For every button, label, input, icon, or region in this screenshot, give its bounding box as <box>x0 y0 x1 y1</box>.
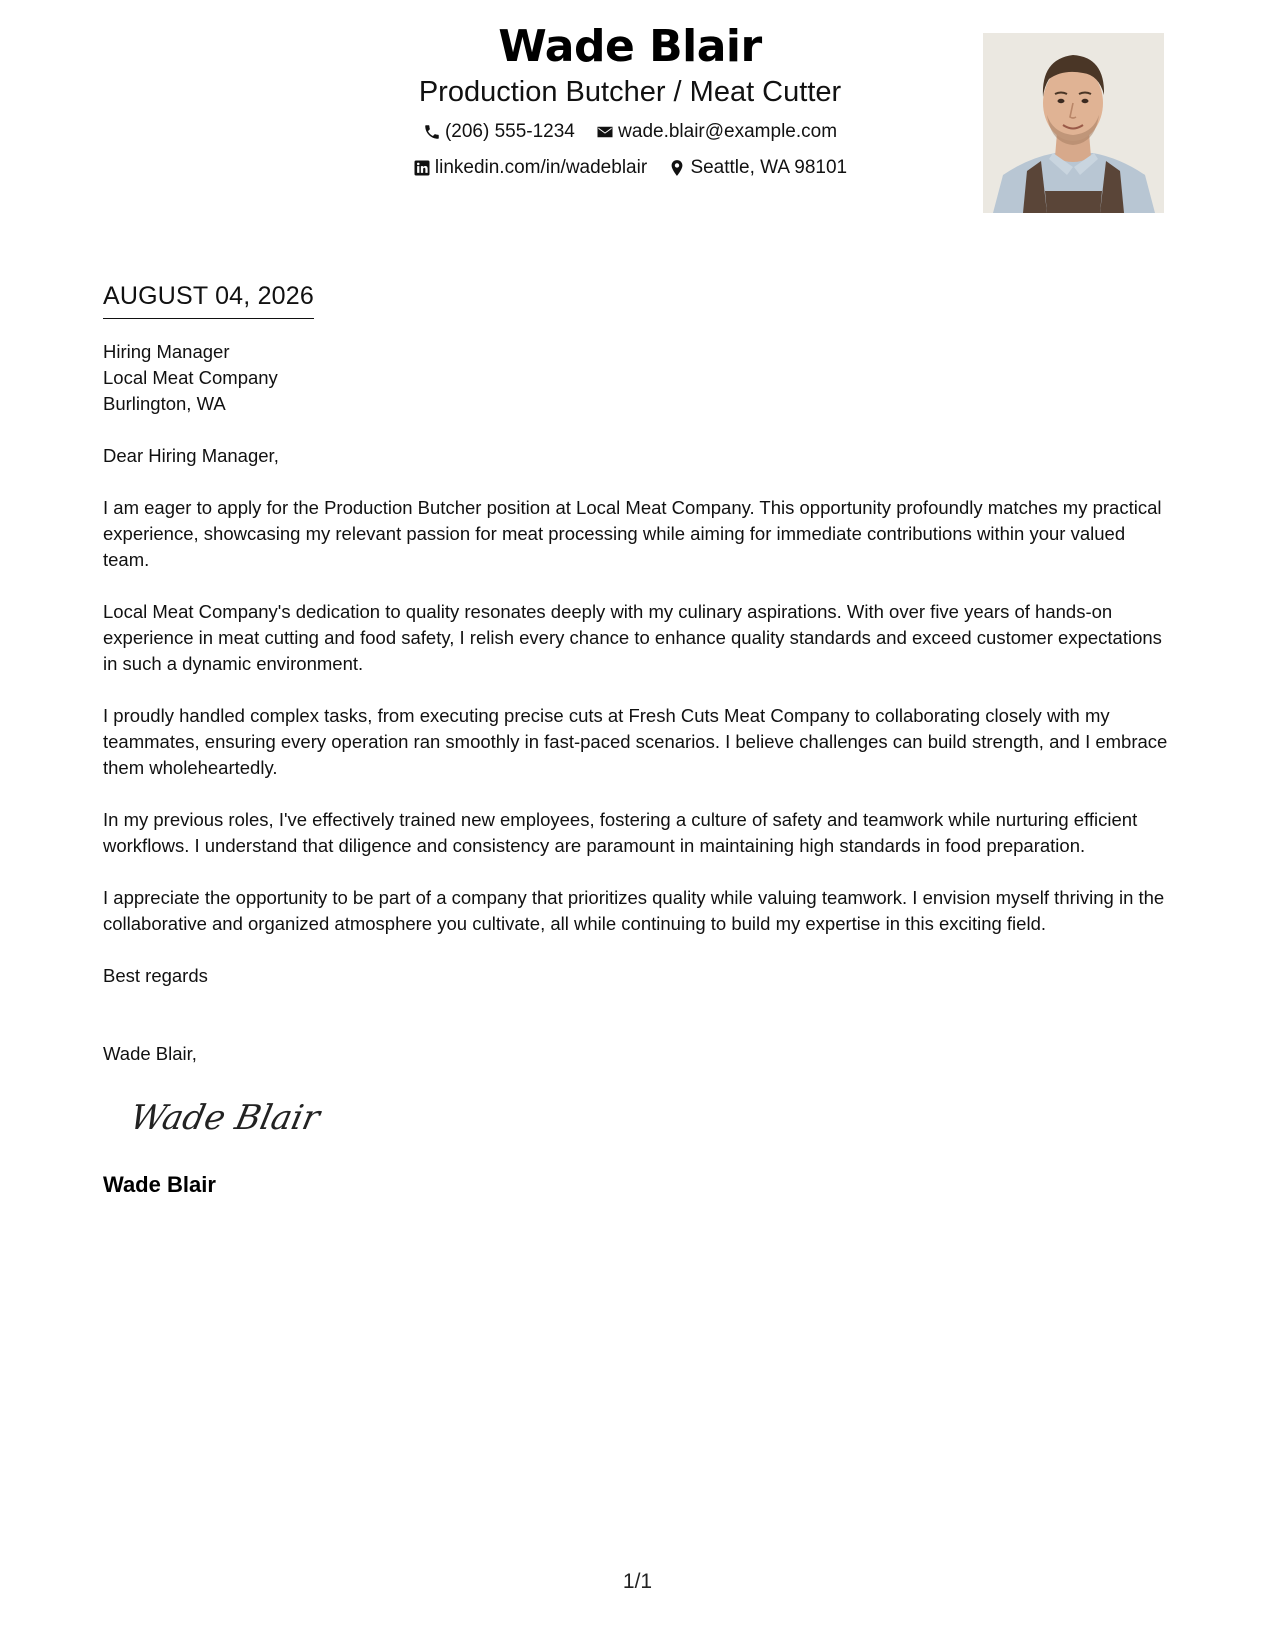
closing: Best regards <box>103 965 208 986</box>
body-paragraph: Local Meat Company's dedication to quality resonates deeply with my culinary aspirations. With over five years of hands-on experience in meat cutting and food safety, I relish every chance to enhance quality standards and exceed customer expectations in such a dynamic environment. <box>103 601 1162 674</box>
body-paragraph: In my previous roles, I've effectively trained new employees, fostering a culture of safety and teamwork while nurturing efficient workflows. I understand that diligence and consistency are paramount in maintaining high standards in food preparation. <box>103 809 1138 856</box>
body-paragraph: I appreciate the opportunity to be part of a company that prioritizes quality while valuing teamwork. I envision myself thriving in the collaborative and organized atmosphere you cultivate, all while continuing to build my expertise in this exciting field. <box>103 887 1165 934</box>
applicant-name: Wade Blair <box>498 21 762 72</box>
recipient-line: Local Meat Company <box>103 367 278 388</box>
portrait-image <box>983 33 1164 213</box>
applicant-title: Production Butcher / Meat Cutter <box>418 76 842 108</box>
letter-body <box>103 280 1173 1200</box>
body-paragraph: I am eager to apply for the Production Butcher position at Local Meat Company. This opportunity profoundly matches my practical experience, showcasing my relevant passion for meat processing while aiming for immediate contributions within your valued team. <box>103 497 1162 570</box>
contact-phone <box>423 116 575 148</box>
phone-number: (206) 555-1234 <box>444 121 575 142</box>
closing-name: Wade Blair, <box>103 1043 197 1064</box>
signature-image <box>133 1089 333 1145</box>
contact-location <box>668 152 847 184</box>
map-pin-icon <box>668 159 686 177</box>
salutation: Dear Hiring Manager, <box>103 445 279 466</box>
contact-row-1 <box>330 116 930 152</box>
letter-date: AUGUST 04, 2026 <box>103 280 314 319</box>
signed-name: Wade Blair <box>103 1172 216 1197</box>
linkedin-url[interactable]: linkedin.com/in/wadeblair <box>434 157 648 178</box>
page-number: 1/1 <box>622 1570 653 1593</box>
email-address[interactable]: wade.blair@example.com <box>618 121 838 142</box>
recipient-line: Hiring Manager <box>103 341 230 362</box>
svg-text:Wade Blair: Wade Blair <box>133 1098 324 1138</box>
header-info <box>330 20 930 188</box>
envelope-icon <box>596 123 614 141</box>
recipient-line: Burlington, WA <box>103 393 226 414</box>
letter-header <box>0 20 1275 220</box>
recipient-block <box>103 339 1173 417</box>
linkedin-icon <box>413 159 431 177</box>
phone-icon <box>423 123 441 141</box>
location-text: Seattle, WA 98101 <box>690 157 848 178</box>
profile-photo <box>983 33 1164 213</box>
body-paragraph: I proudly handled complex tasks, from executing precise cuts at Fresh Cuts Meat Company to collaborating closely with my teammates, ensuring every operation ran smoothly in fast-paced scenarios. I believe challenges can build strength, and I embrace them wholeheartedly. <box>103 705 1168 778</box>
contact-email <box>596 116 837 148</box>
contact-row-2 <box>330 152 930 188</box>
contact-linkedin <box>413 152 647 184</box>
